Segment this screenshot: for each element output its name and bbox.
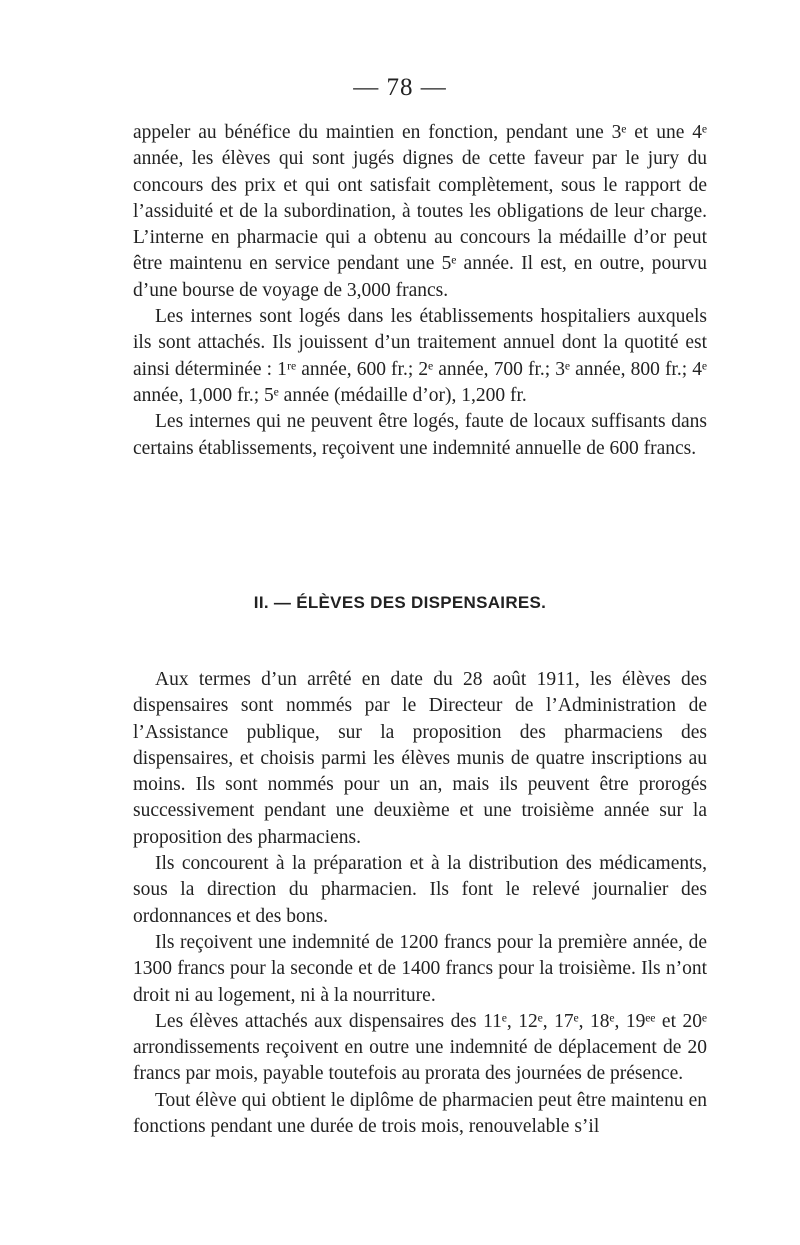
section-dispensaires-text (133, 667, 707, 1140)
paragraph: Aux termes d’un arrêté en date du 28 août 1911, les élèves des dispensaires sont nommés par le Directeur de l’Administration de l’Assistance publique, sur la proposition des pharmaciens des dispensaires, et choisis parmi les élèves munis de quatre inscriptions au moins. Ils sont nommés pour un an, mais ils peuvent être prorogés successivement pendant une deuxième et une troisième année sur la proposition des pharmaciens. (133, 669, 707, 848)
paragraph: Ils concourent à la préparation et à la distribution des médicaments, sous la direction du pharmacien. Ils font le relevé journalier des ordonnances et des bons. (133, 853, 707, 927)
paragraph: Les élèves attachés aux dispensaires des 11ᵉ, 12ᵉ, 17ᵉ, 18ᵉ, 19ᵉᵉ et 20ᵉ arrondissements reçoivent en outre une indemnité de déplacement de 20 francs par mois, payable toutefois au prorata des journées de présence. (133, 1010, 707, 1085)
page-number: — 78 — (353, 74, 447, 101)
paragraph: Tout élève qui obtient le diplôme de pharmacien peut être maintenu en fonctions pendant une durée de trois mois, renouvelable s’il (133, 1089, 707, 1138)
section-internes-text (133, 120, 707, 462)
paragraph: Les internes qui ne peuvent être logés, faute de locaux suffisants dans certains établissements, reçoivent une indemnité annuelle de 600 francs. (133, 411, 707, 459)
paragraph: appeler au bénéfice du maintien en fonction, pendant une 3ᵉ et une 4ᵉ année, les élèves qui sont jugés dignes de cette faveur par le jury du concours des prix et qui ont satisfait complètement, sous le rapport de l’assiduité et de la subordination, à toutes les obligations de leur charge. L’interne en pharmacie qui a obtenu au concours la médaille d’or peut être maintenu en service pendant une 5ᵉ année. Il est, en outre, pourvu d’une bourse de voyage de 3,000 francs. (133, 122, 707, 301)
paragraph: Ils reçoivent une indemnité de 1200 francs pour la première année, de 1300 francs pour la seconde et de 1400 francs pour la troisième. Ils n’ont droit ni au logement, ni à la nourriture. (133, 931, 707, 1006)
paragraph: Les internes sont logés dans les établissements hospitaliers auxquels ils sont attachés. Ils jouissent d’un traitement annuel dont la quotité est ainsi déterminée : 1ʳᵉ année, 600 fr.; 2ᵉ année, 700 fr.; 3ᵉ année, 800 fr.; 4ᵉ année, 1,000 fr.; 5ᵉ année (médaille d’or), 1,200 fr. (133, 306, 707, 406)
section-heading: II. — ÉLÈVES DES DISPENSAIRES. (253, 593, 547, 612)
